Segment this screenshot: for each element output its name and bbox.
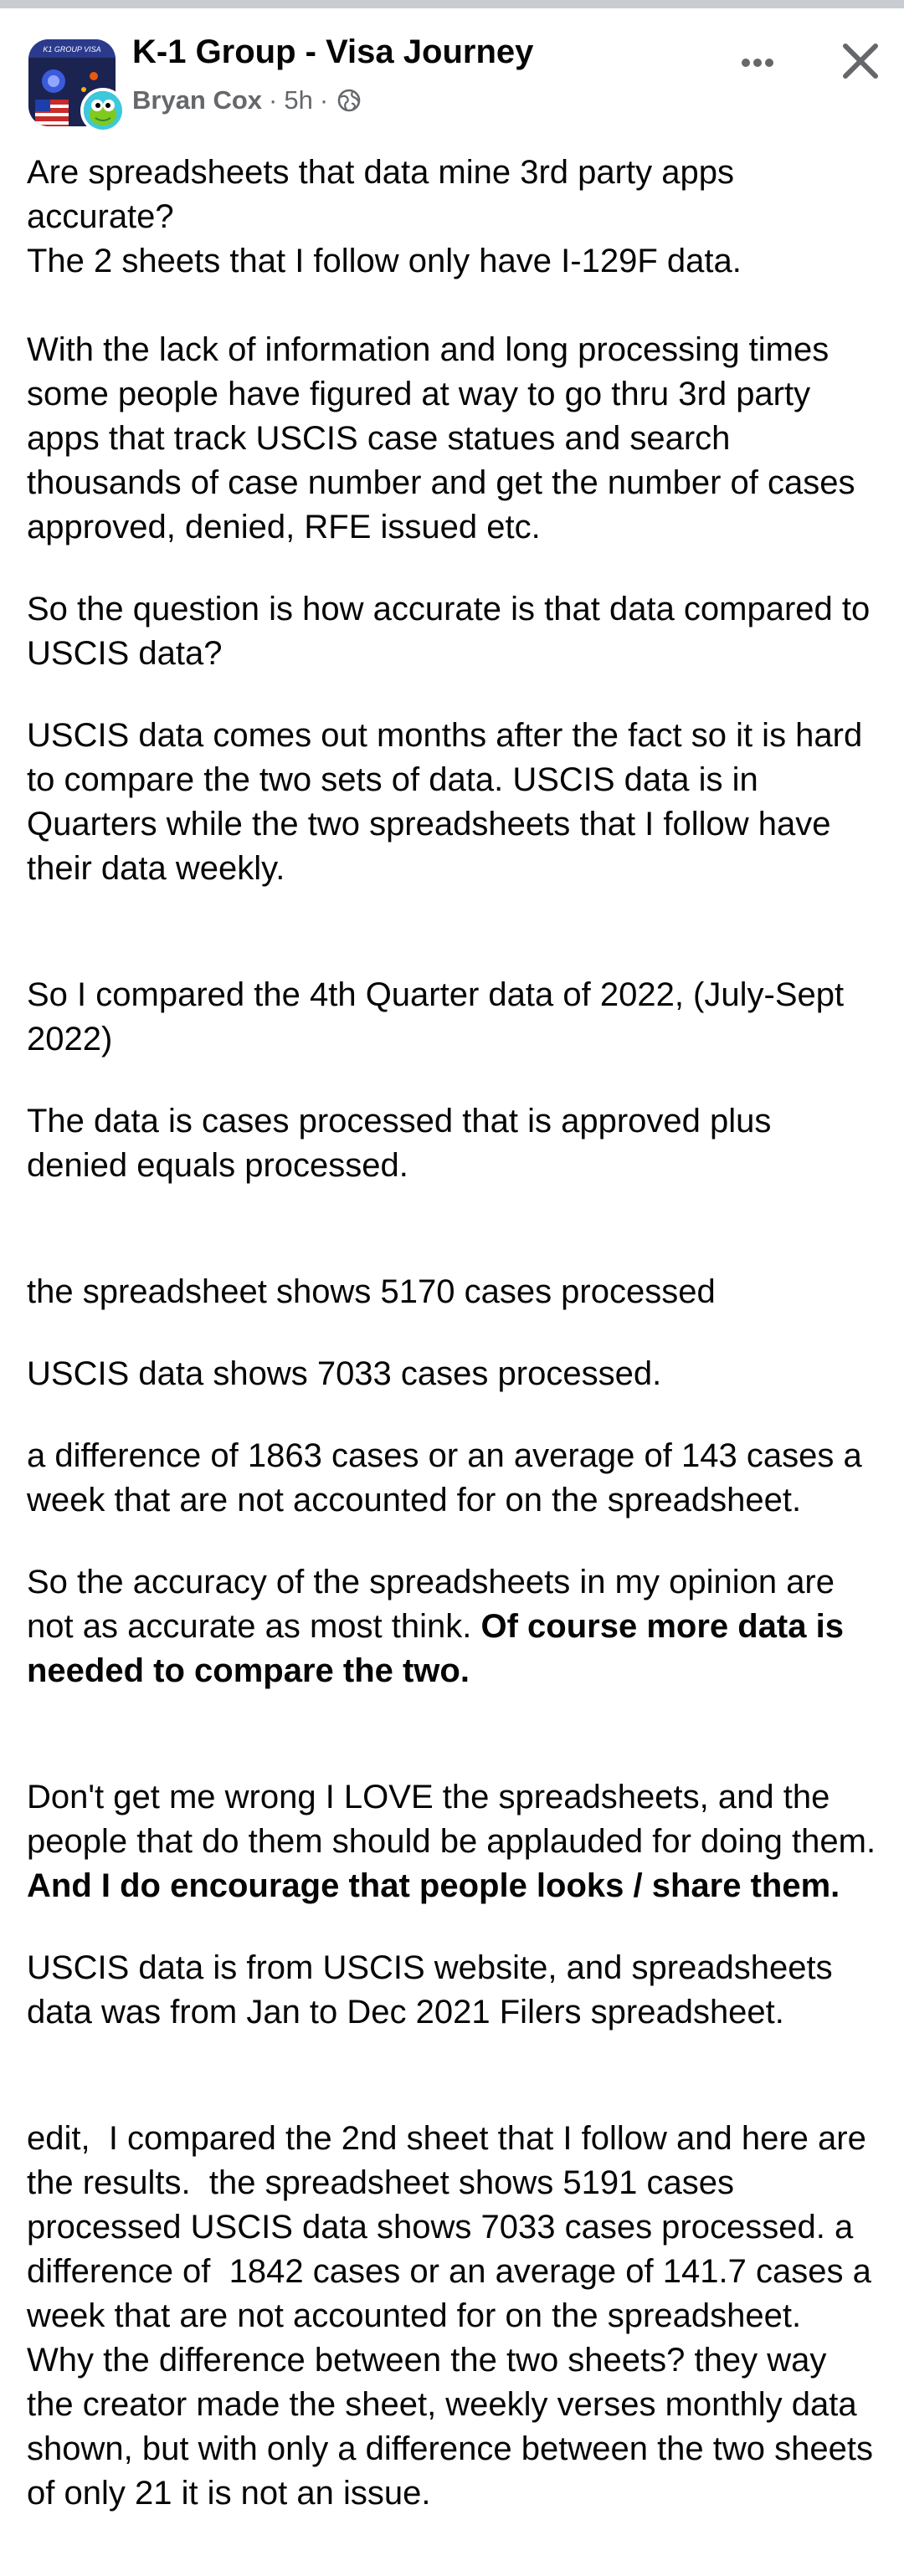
group-avatar[interactable]	[28, 39, 122, 133]
more-horiz-icon	[737, 42, 778, 84]
post-paragraph-10-text: So the accuracy of the spreadsheets in my opinion are not as accurate as most think.	[27, 1564, 845, 1645]
post-timestamp[interactable]: 5h	[284, 85, 313, 115]
post-paragraph-11	[27, 1775, 886, 1908]
post-header	[0, 8, 904, 134]
author-avatar[interactable]	[80, 88, 126, 133]
post-paragraph-11-text: Don't get me wrong I LOVE the spreadsheets, and the people that do them should be applauded for doing them.	[27, 1779, 886, 1860]
post-paragraph-5: So I compared the 4th Quarter data of 2022, (July-Sept 2022)	[27, 976, 854, 1058]
group-name[interactable]: K-1 Group - Visa Journey	[132, 33, 534, 70]
post-paragraph-4: USCIS data comes out months after the fact so it is hard to compare the two sets of data. USCIS data is in Quarters while the two spreadsheets that I follow have their data weekly.	[27, 717, 872, 887]
post-paragraph-9: a difference of 1863 cases or an average of 143 cases a week that are not accounted for on the spreadsheet.	[27, 1437, 871, 1518]
post-body	[27, 151, 886, 2516]
post-paragraph-7: the spreadsheet shows 5170 cases processed	[27, 1273, 716, 1310]
post-paragraph-11-bold: And I do encourage that people looks / share them.	[27, 1867, 840, 1904]
close-icon	[837, 38, 884, 85]
more-options-button[interactable]	[737, 42, 778, 84]
post-paragraph-2: With the lack of information and long processing times some people have figured at way to go thru 3rd party apps that track USCIS case statues and search thousands of case number and get the number of cases approved, denied, RFE issued etc.	[27, 331, 865, 545]
avatar-banner-text: K1 GROUP VISA	[43, 45, 101, 54]
author-name[interactable]: Bryan Cox	[132, 85, 263, 115]
close-button[interactable]	[837, 38, 884, 85]
meta-separator: ·	[269, 85, 278, 115]
post-paragraph-1a: Are spreadsheets that data mine 3rd party apps accurate?	[27, 154, 744, 235]
globe-icon	[336, 88, 362, 113]
post-paragraph-13: edit, I compared the 2nd sheet that I follow and here are the results. the spreadsheet shows 5191 cases processed USCIS data shows 7033 cases processed. a difference of 1842 cases or an average of 141.7 cases a week that are not accounted for on the spreadsheet. Why the difference between the two sheets? they way the creator made the sheet, weekly verses monthly data shown, but with only a difference between the two sheets of only 21 it is not an issue.	[27, 2120, 883, 2512]
post-paragraph-8: USCIS data shows 7033 cases processed.	[27, 1355, 662, 1392]
meta-separator-2: ·	[319, 85, 329, 115]
status-strip	[0, 0, 904, 8]
post-paragraph-12: USCIS data is from USCIS website, and spreadsheets data was from Jan to Dec 2021 Filers spreadsheet.	[27, 1949, 842, 2031]
post-paragraph-10-bold: Of course more data is needed to compare the two.	[27, 1608, 854, 1689]
post-paragraph-6: The data is cases processed that is approved plus denied equals processed.	[27, 1103, 781, 1184]
post-paragraph-10	[27, 1560, 881, 1693]
post-meta	[132, 85, 362, 115]
post-paragraph-1b: The 2 sheets that I follow only have I-129F data.	[27, 243, 742, 279]
post-paragraph-3: So the question is how accurate is that data compared to USCIS data?	[27, 591, 880, 672]
